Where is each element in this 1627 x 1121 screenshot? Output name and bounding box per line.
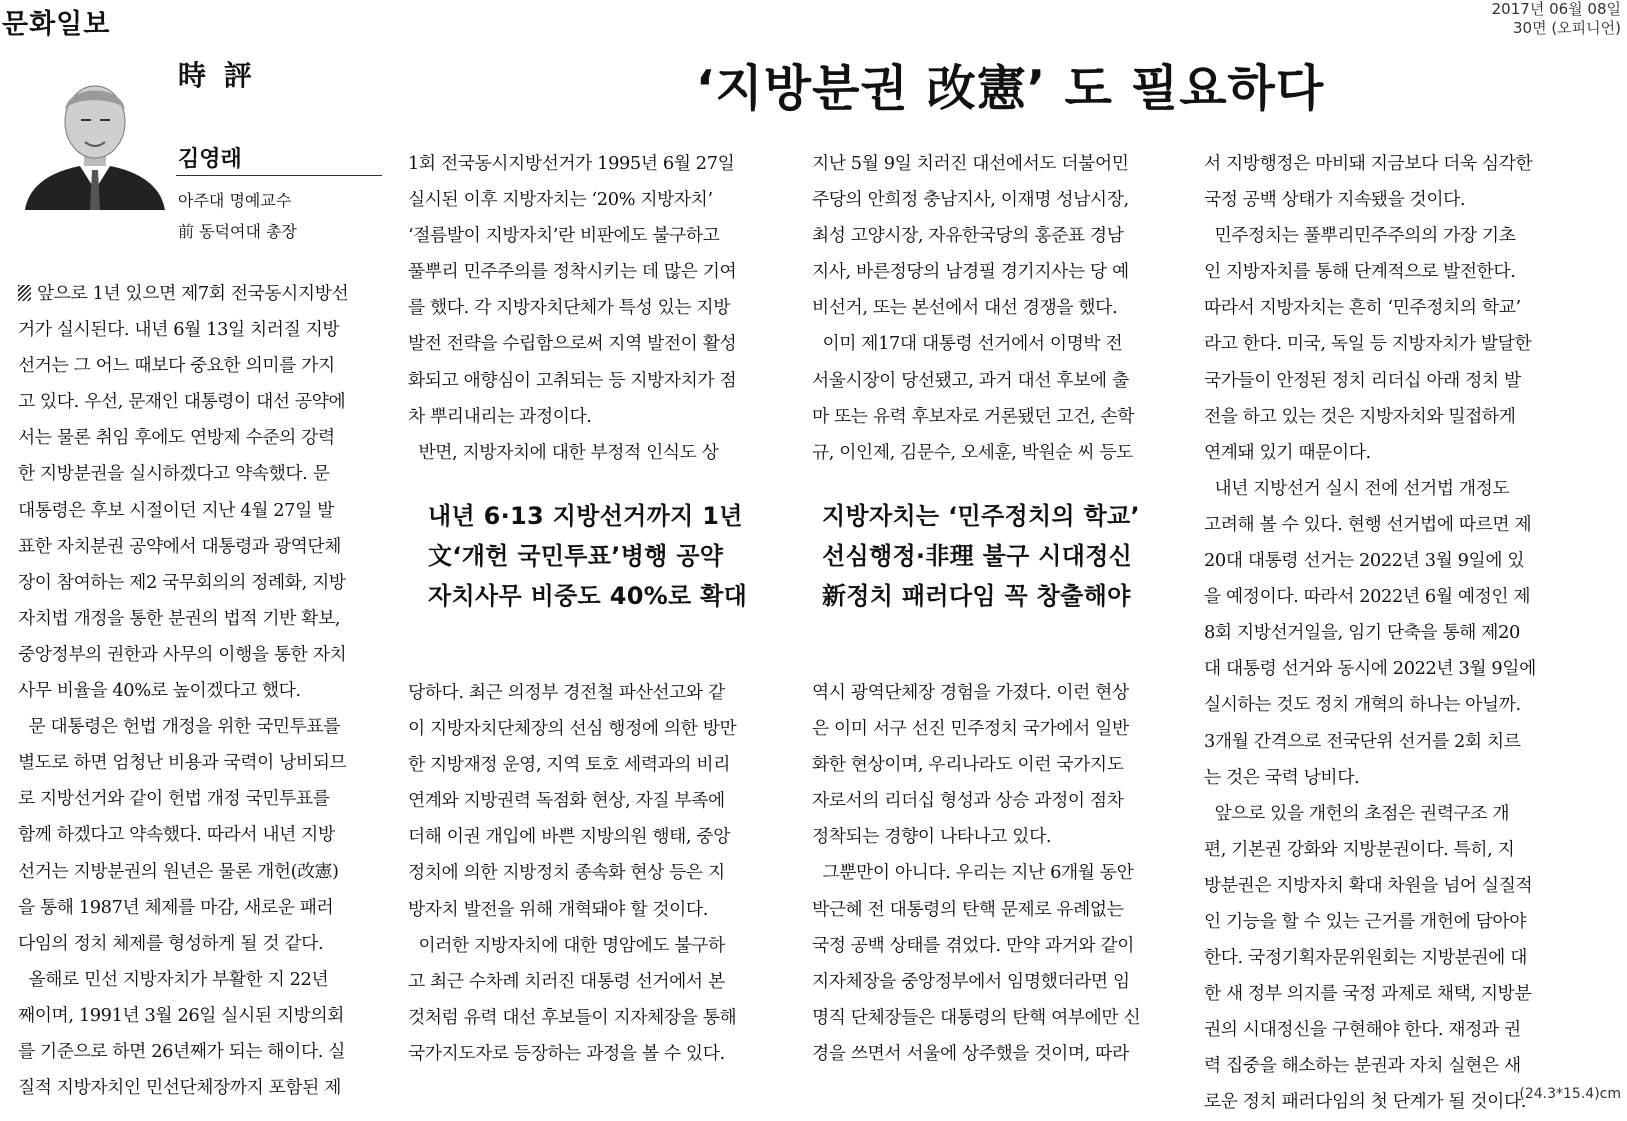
subheadline-left bbox=[428, 496, 747, 616]
body-line: 화한 현상이며, 우리나라도 이런 국가지도 bbox=[812, 754, 1124, 776]
body-line: 장이 참여하는 제2 국무회의의 정례화, 지방 bbox=[18, 571, 346, 593]
body-line: 국가지도자로 등장하는 과정을 볼 수 있다. bbox=[408, 1042, 725, 1064]
body-line: 실시된 이후 지방자치는 ‘20% 지방자치’ bbox=[408, 189, 713, 211]
body-line: 한 지방재정 운영, 지역 토호 세력과의 비리 bbox=[408, 754, 730, 776]
body-line: 지자체장을 중앙정부에서 임명했더라면 임 bbox=[812, 970, 1130, 992]
body-line: 질적 지방자치인 민선단체장까지 포함된 제 bbox=[18, 1077, 341, 1099]
body-line: 민주정치는 풀뿌리민주주의의 가장 기초 bbox=[1204, 225, 1516, 247]
body-line: 인 지방자치를 통해 단계적으로 발전한다. bbox=[1204, 261, 1516, 283]
body-line: 연계와 지방권력 독점화 현상, 자질 부족에 bbox=[408, 790, 725, 812]
body-line: 차 뿌리내리는 과정이다. bbox=[408, 405, 592, 427]
body-line: 서는 물론 취임 후에도 연방제 수준의 강력 bbox=[18, 427, 335, 449]
body-line: 를 기준으로 하면 26년째가 되는 해이다. 실 bbox=[18, 1040, 346, 1062]
body-line: 자치법 개정을 통한 분권의 법적 기반 확보, bbox=[18, 607, 340, 629]
body-line: 서울시장이 당선됐고, 과거 대선 후보에 출 bbox=[812, 369, 1129, 391]
subheadline-line: 자치사무 비중도 40%로 확대 bbox=[428, 582, 748, 610]
body-line: 선거는 지방분권의 원년은 물론 개헌(改憲) bbox=[18, 860, 339, 882]
body-line: 문 대통령은 헌법 개정을 위한 국민투표를 bbox=[18, 716, 340, 738]
body-line: 올해로 민선 지방자치가 부활한 지 22년 bbox=[18, 968, 329, 990]
body-line: 권의 시대정신을 구현해야 한다. 재정과 권 bbox=[1204, 1019, 1521, 1041]
body-line: 따라서 지방자치는 흔히 ‘민주정치의 학교’ bbox=[1204, 297, 1521, 319]
body-line: 한 새 정부 의지를 국정 과제로 채택, 지방분 bbox=[1204, 983, 1532, 1005]
body-line: 이미 제17대 대통령 선거에서 이명박 전 bbox=[812, 333, 1123, 355]
body-line: 국가들이 안정된 정치 리더십 아래 정치 발 bbox=[1204, 369, 1521, 391]
body-line: 다임의 정치 체제를 형성하게 될 것 같다. bbox=[18, 932, 324, 954]
body-line: 박근혜 전 대통령의 탄핵 문제로 유례없는 bbox=[812, 898, 1124, 920]
body-line: 8회 지방선거일을, 임기 단축을 통해 제20 bbox=[1204, 622, 1520, 644]
clipping-size: (24.3*15.4)cm bbox=[1519, 1086, 1621, 1102]
body-line: 연계돼 있기 때문이다. bbox=[1204, 441, 1371, 463]
body-line: 고 있다. 우선, 문재인 대통령이 대선 공약에 bbox=[18, 391, 346, 413]
body-line: 고 최근 수차례 치러진 대통령 선거에서 본 bbox=[408, 970, 725, 992]
body-line: 편, 기본권 강화와 지방분권이다. 특히, 지 bbox=[1204, 838, 1515, 860]
author-photo bbox=[20, 70, 170, 210]
body-line: 방자치 발전을 위해 개혁돼야 할 것이다. bbox=[408, 898, 708, 920]
body-line: 한 지방분권을 실시하겠다고 약속했다. 문 bbox=[18, 463, 330, 485]
body-line: 방분권은 지방자치 확대 차원을 넘어 실질적 bbox=[1204, 874, 1533, 896]
body-line: 대 대통령 선거와 동시에 2022년 3월 9일에 bbox=[1204, 658, 1536, 680]
body-line: 역시 광역단체장 경험을 가졌다. 이런 현상 bbox=[812, 682, 1129, 703]
body-line: 당하다. 최근 의정부 경전철 파산선고와 같 bbox=[408, 682, 725, 703]
body-column-2-top bbox=[408, 146, 736, 471]
body-line: 국정 공백 상태를 겪었다. 만약 과거와 같이 bbox=[812, 934, 1134, 956]
body-line: 이러한 지방자치에 대한 명암에도 불구하 bbox=[408, 934, 725, 956]
body-line: 발전 전략을 수립함으로써 지역 발전이 활성 bbox=[408, 333, 737, 355]
subheadline-line: 文‘개헌 국민투표’병행 공약 bbox=[428, 542, 724, 570]
body-line: 풀뿌리 민주주의를 정착시키는 데 많은 기여 bbox=[408, 261, 737, 283]
body-line: 은 이미 서구 선진 민주정치 국가에서 일반 bbox=[812, 718, 1129, 740]
body-line: 째이며, 1991년 3월 26일 실시된 지방의회 bbox=[18, 1004, 345, 1026]
body-line: 규, 이인제, 김문수, 오세훈, 박원순 씨 등도 bbox=[812, 441, 1133, 463]
body-line: 주당의 안희정 충남지사, 이재명 성남시장, bbox=[812, 189, 1129, 211]
issue-meta bbox=[1492, 0, 1621, 38]
body-column-1 bbox=[18, 276, 348, 1106]
body-line: 내년 지방선거 실시 전에 선거법 개정도 bbox=[1204, 477, 1510, 499]
body-line: 거가 실시된다. 내년 6월 13일 치러질 지방 bbox=[18, 319, 340, 341]
body-line: 사무 비율을 40%로 높이겠다고 했다. bbox=[18, 680, 301, 702]
subheadline-line: 내년 6·13 지방선거까지 1년 bbox=[428, 502, 743, 530]
author-title: 아주대 명예교수 bbox=[178, 191, 292, 210]
body-line: 인 기능을 할 수 있는 근거를 개헌에 담아야 bbox=[1204, 910, 1526, 932]
body-line: 그뿐만이 아니다. 우리는 지난 6개월 동안 bbox=[812, 862, 1134, 884]
body-line: 함께 하겠다고 약속했다. 따라서 내년 지방 bbox=[18, 824, 335, 846]
page-section: 30면 (오피니언) bbox=[1512, 19, 1621, 37]
body-line: 라고 한다. 미국, 독일 등 지방자치가 발달한 bbox=[1204, 333, 1532, 355]
body-line: 중앙정부의 권한과 사무의 이행을 통한 자치 bbox=[18, 643, 347, 665]
body-line: 최성 고양시장, 자유한국당의 홍준표 경남 bbox=[812, 225, 1124, 247]
body-line: 이 지방자치단체장의 선심 행정에 의한 방만 bbox=[408, 718, 737, 740]
subheadline-line: 선심행정·非理 불구 시대정신 bbox=[822, 542, 1133, 570]
body-line: 1회 전국동시지방선거가 1995년 6월 27일 bbox=[408, 153, 735, 174]
body-line: 대통령은 후보 시절이던 지난 4월 27일 발 bbox=[18, 499, 334, 521]
body-line: 정치에 의한 지방정치 종속화 현상 등은 지 bbox=[408, 862, 725, 884]
body-column-3-bottom bbox=[812, 675, 1140, 1072]
body-line: 로운 정치 패러다임의 첫 단계가 될 것이다. bbox=[1204, 1091, 1526, 1113]
body-line: 경을 쓰면서 서울에 상주했을 것이며, 따라 bbox=[812, 1042, 1129, 1064]
body-line: 20대 대통령 선거는 2022년 3월 9일에 있 bbox=[1204, 550, 1525, 572]
body-column-3-top bbox=[812, 146, 1134, 471]
body-line: 앞으로 1년 있으면 제7회 전국동시지방선 bbox=[37, 283, 349, 304]
body-line: 화되고 애향심이 고취되는 등 지방자치가 점 bbox=[408, 369, 737, 391]
body-line: 앞으로 있을 개헌의 초점은 권력구조 개 bbox=[1204, 802, 1510, 824]
body-line: ‘절름발이 지방자치’란 비판에도 불구하고 bbox=[408, 225, 720, 247]
issue-date: 2017년 06월 08일 bbox=[1491, 0, 1621, 18]
body-column-2-bottom bbox=[408, 675, 736, 1072]
body-line: 마 또는 유력 후보자로 거론됐던 고건, 손학 bbox=[812, 405, 1134, 427]
subheadline-line: 新정치 패러다임 꼭 창출해야 bbox=[822, 582, 1131, 610]
body-line: 지난 5월 9일 치러진 대선에서도 더불어민 bbox=[812, 153, 1129, 174]
body-line: 것처럼 유력 대선 후보들이 지자체장을 통해 bbox=[408, 1006, 737, 1028]
body-line: 을 예정이다. 따라서 2022년 6월 예정인 제 bbox=[1204, 586, 1531, 608]
body-line: 표한 자치분권 공약에서 대통령과 광역단체 bbox=[18, 535, 341, 557]
body-line: 3개월 간격으로 전국단위 선거를 2회 치르 bbox=[1204, 730, 1521, 752]
body-line: 지사, 바른정당의 남경필 경기지사는 당 예 bbox=[812, 261, 1129, 283]
body-line: 을 통해 1987년 체제를 마감, 새로운 패러 bbox=[18, 896, 334, 918]
subheadline-line: 지방자치는 ‘민주정치의 학교’ bbox=[822, 502, 1140, 530]
newspaper-logo: 문화일보 bbox=[2, 9, 111, 40]
body-line: 선거는 그 어느 때보다 중요한 의미를 가지 bbox=[18, 355, 335, 377]
author-title: 前 동덕여대 총장 bbox=[178, 222, 297, 241]
body-line: 는 것은 국력 낭비다. bbox=[1204, 766, 1360, 788]
column-label: 時 評 bbox=[178, 59, 256, 92]
body-line: 한다. 국정기획자문위원회는 지방분권에 대 bbox=[1204, 947, 1527, 969]
body-line: 자로서의 리더십 형성과 상승 과정이 점차 bbox=[812, 790, 1124, 812]
body-line: 고려해 볼 수 있다. 현행 선거법에 따르면 제 bbox=[1204, 513, 1532, 535]
body-line: 더해 이권 개입에 바쁜 지방의원 행태, 중앙 bbox=[408, 826, 730, 848]
body-line: 명직 단체장들은 대통령의 탄핵 여부에만 신 bbox=[812, 1006, 1141, 1028]
body-line: 실시하는 것도 정치 개혁의 하나는 아닐까. bbox=[1204, 694, 1521, 716]
body-line: 를 했다. 각 지방자치단체가 특성 있는 지방 bbox=[408, 297, 730, 319]
paragraph-marker-icon bbox=[18, 285, 31, 301]
body-line: 서 지방행정은 마비돼 지금보다 더욱 심각한 bbox=[1204, 153, 1533, 174]
body-line: 정착되는 경향이 나타나고 있다. bbox=[812, 826, 1052, 848]
body-line: 전을 하고 있는 것은 지방자치와 밀접하게 bbox=[1204, 405, 1516, 427]
body-line: 반면, 지방자치에 대한 부정적 인식도 상 bbox=[408, 441, 719, 463]
author-divider bbox=[176, 175, 382, 176]
headline: ‘지방분권 改憲’ 도 필요하다 bbox=[695, 60, 1325, 117]
body-line: 별도로 하면 엄청난 비용과 국력이 낭비되므 bbox=[18, 752, 347, 774]
subheadline-right bbox=[822, 496, 1140, 616]
body-column-4 bbox=[1204, 146, 1536, 1121]
author-name: 김영래 bbox=[178, 147, 242, 172]
body-line: 국정 공백 상태가 지속됐을 것이다. bbox=[1204, 189, 1466, 211]
body-line: 비선거, 또는 본선에서 대선 경쟁을 했다. bbox=[812, 297, 1118, 319]
body-line: 력 집중을 해소하는 분권과 자치 실현은 새 bbox=[1204, 1055, 1521, 1077]
body-line: 로 지방선거와 같이 헌법 개정 국민투표를 bbox=[18, 788, 330, 810]
